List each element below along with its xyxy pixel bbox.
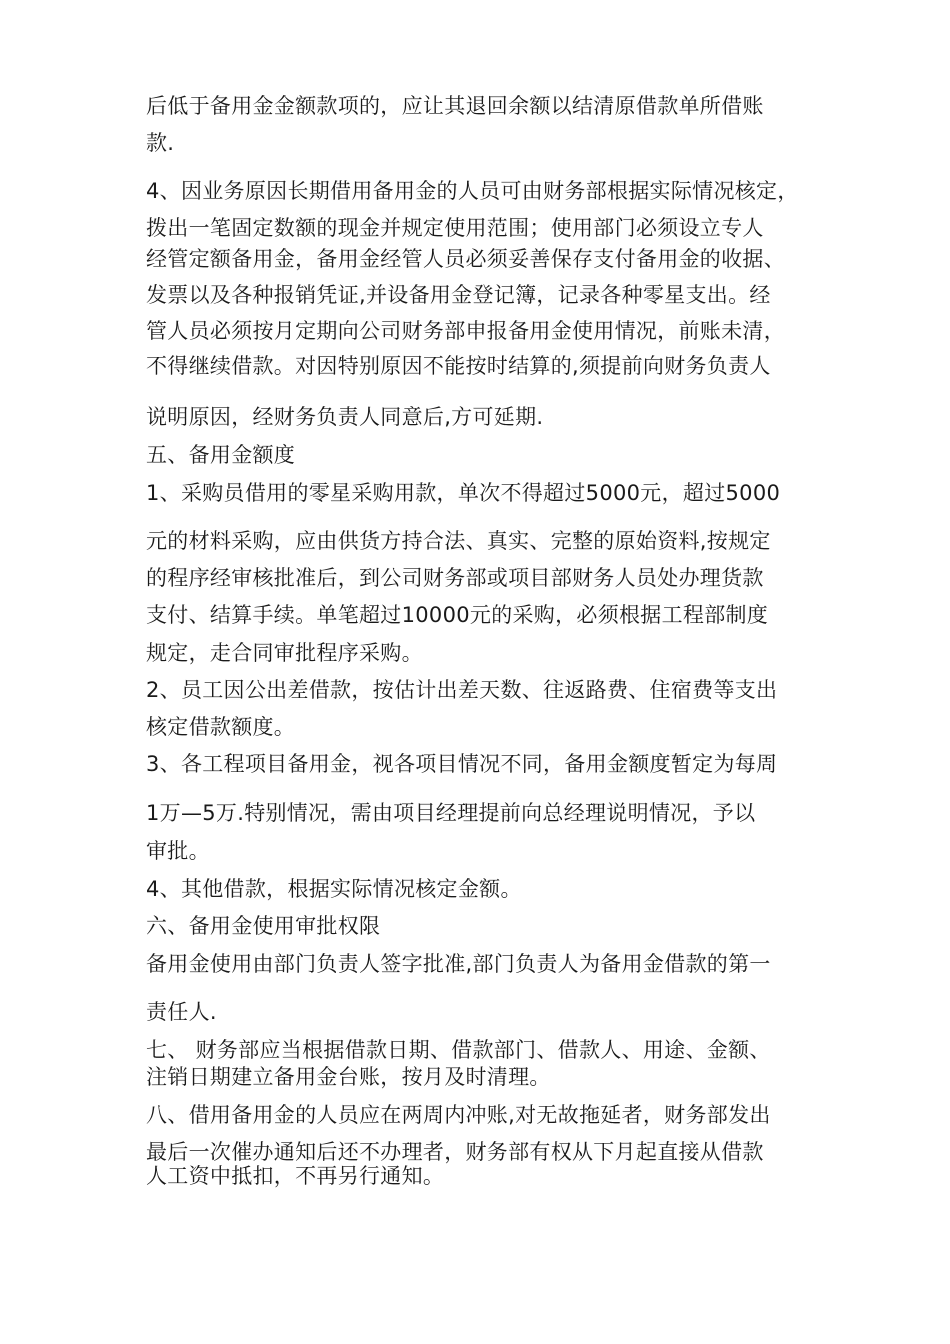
text-line: 1万—5万.特别情况，需由项目经理提前向总经理说明情况，予以 [146,801,756,825]
text-line: 管人员必须按月定期向公司财务部申报备用金使用情况，前账未清， [146,319,785,343]
text-line: 1、采购员借用的零星采购用款，单次不得超过5000元，超过5000 [146,481,781,505]
text-line: 拨出一笔固定数额的现金并规定使用范围；使用部门必须设立专人 [146,216,764,240]
text-line: 责任人. [146,1000,217,1024]
text-line: 支付、结算手续。单笔超过10000元的采购，必须根据工程部制度 [146,603,769,627]
text-line: 备用金使用由部门负责人签字批准,部门负责人为备用金借款的第一 [146,952,771,976]
text-line: 说明原因，经财务负责人同意后,方可延期. [146,405,544,429]
text-line: 审批。 [146,839,210,863]
text-line: 2、员工因公出差借款，按估计出差天数、往返路费、住宿费等支出 [146,678,778,702]
text-line: 注销日期建立备用金台账，按月及时清理。 [146,1065,551,1089]
text-line: 人工资中抵扣，不再另行通知。 [146,1164,445,1188]
text-line: 最后一次催办通知后还不办理者，财务部有权从下月起直接从借款 [146,1140,764,1164]
text-line: 规定，走合同审批程序采购。 [146,641,423,665]
text-line: 元的材料采购，应由供货方持合法、真实、完整的原始资料,按规定 [146,529,771,553]
text-line: 后低于备用金金额款项的，应让其退回余额以结清原借款单所借账 [146,94,764,118]
text-line: 的程序经审核批准后，到公司财务部或项目部财务人员处办理货款 [146,566,764,590]
section-heading: 五、备用金额度 [146,443,296,467]
text-line: 八、借用备用金的人员应在两周内冲账,对无故拖延者，财务部发出 [146,1103,771,1127]
section-heading: 六、备用金使用审批权限 [146,914,381,938]
text-line: 经管定额备用金，备用金经管人员必须妥善保存支付备用金的收据、 [146,247,785,271]
text-line: 4、因业务原因长期借用备用金的人员可由财务部根据实际情况核定， [146,179,799,203]
text-line: 核定借款额度。 [146,715,296,739]
text-line: 3、各工程项目备用金，视各项目情况不同，备用金额度暂定为每周 [146,752,778,776]
text-line: 发票以及各种报销凭证,并设备用金登记簿，记录各种零星支出。经 [146,283,771,307]
text-line: 七、 财务部应当根据借款日期、借款部门、借款人、用途、金额、 [146,1038,771,1062]
text-line: 不得继续借款。对因特别原因不能按时结算的,须提前向财务负责人 [146,354,771,378]
text-line: 款. [146,131,175,155]
text-line: 4、其他借款，根据实际情况核定金额。 [146,877,522,901]
